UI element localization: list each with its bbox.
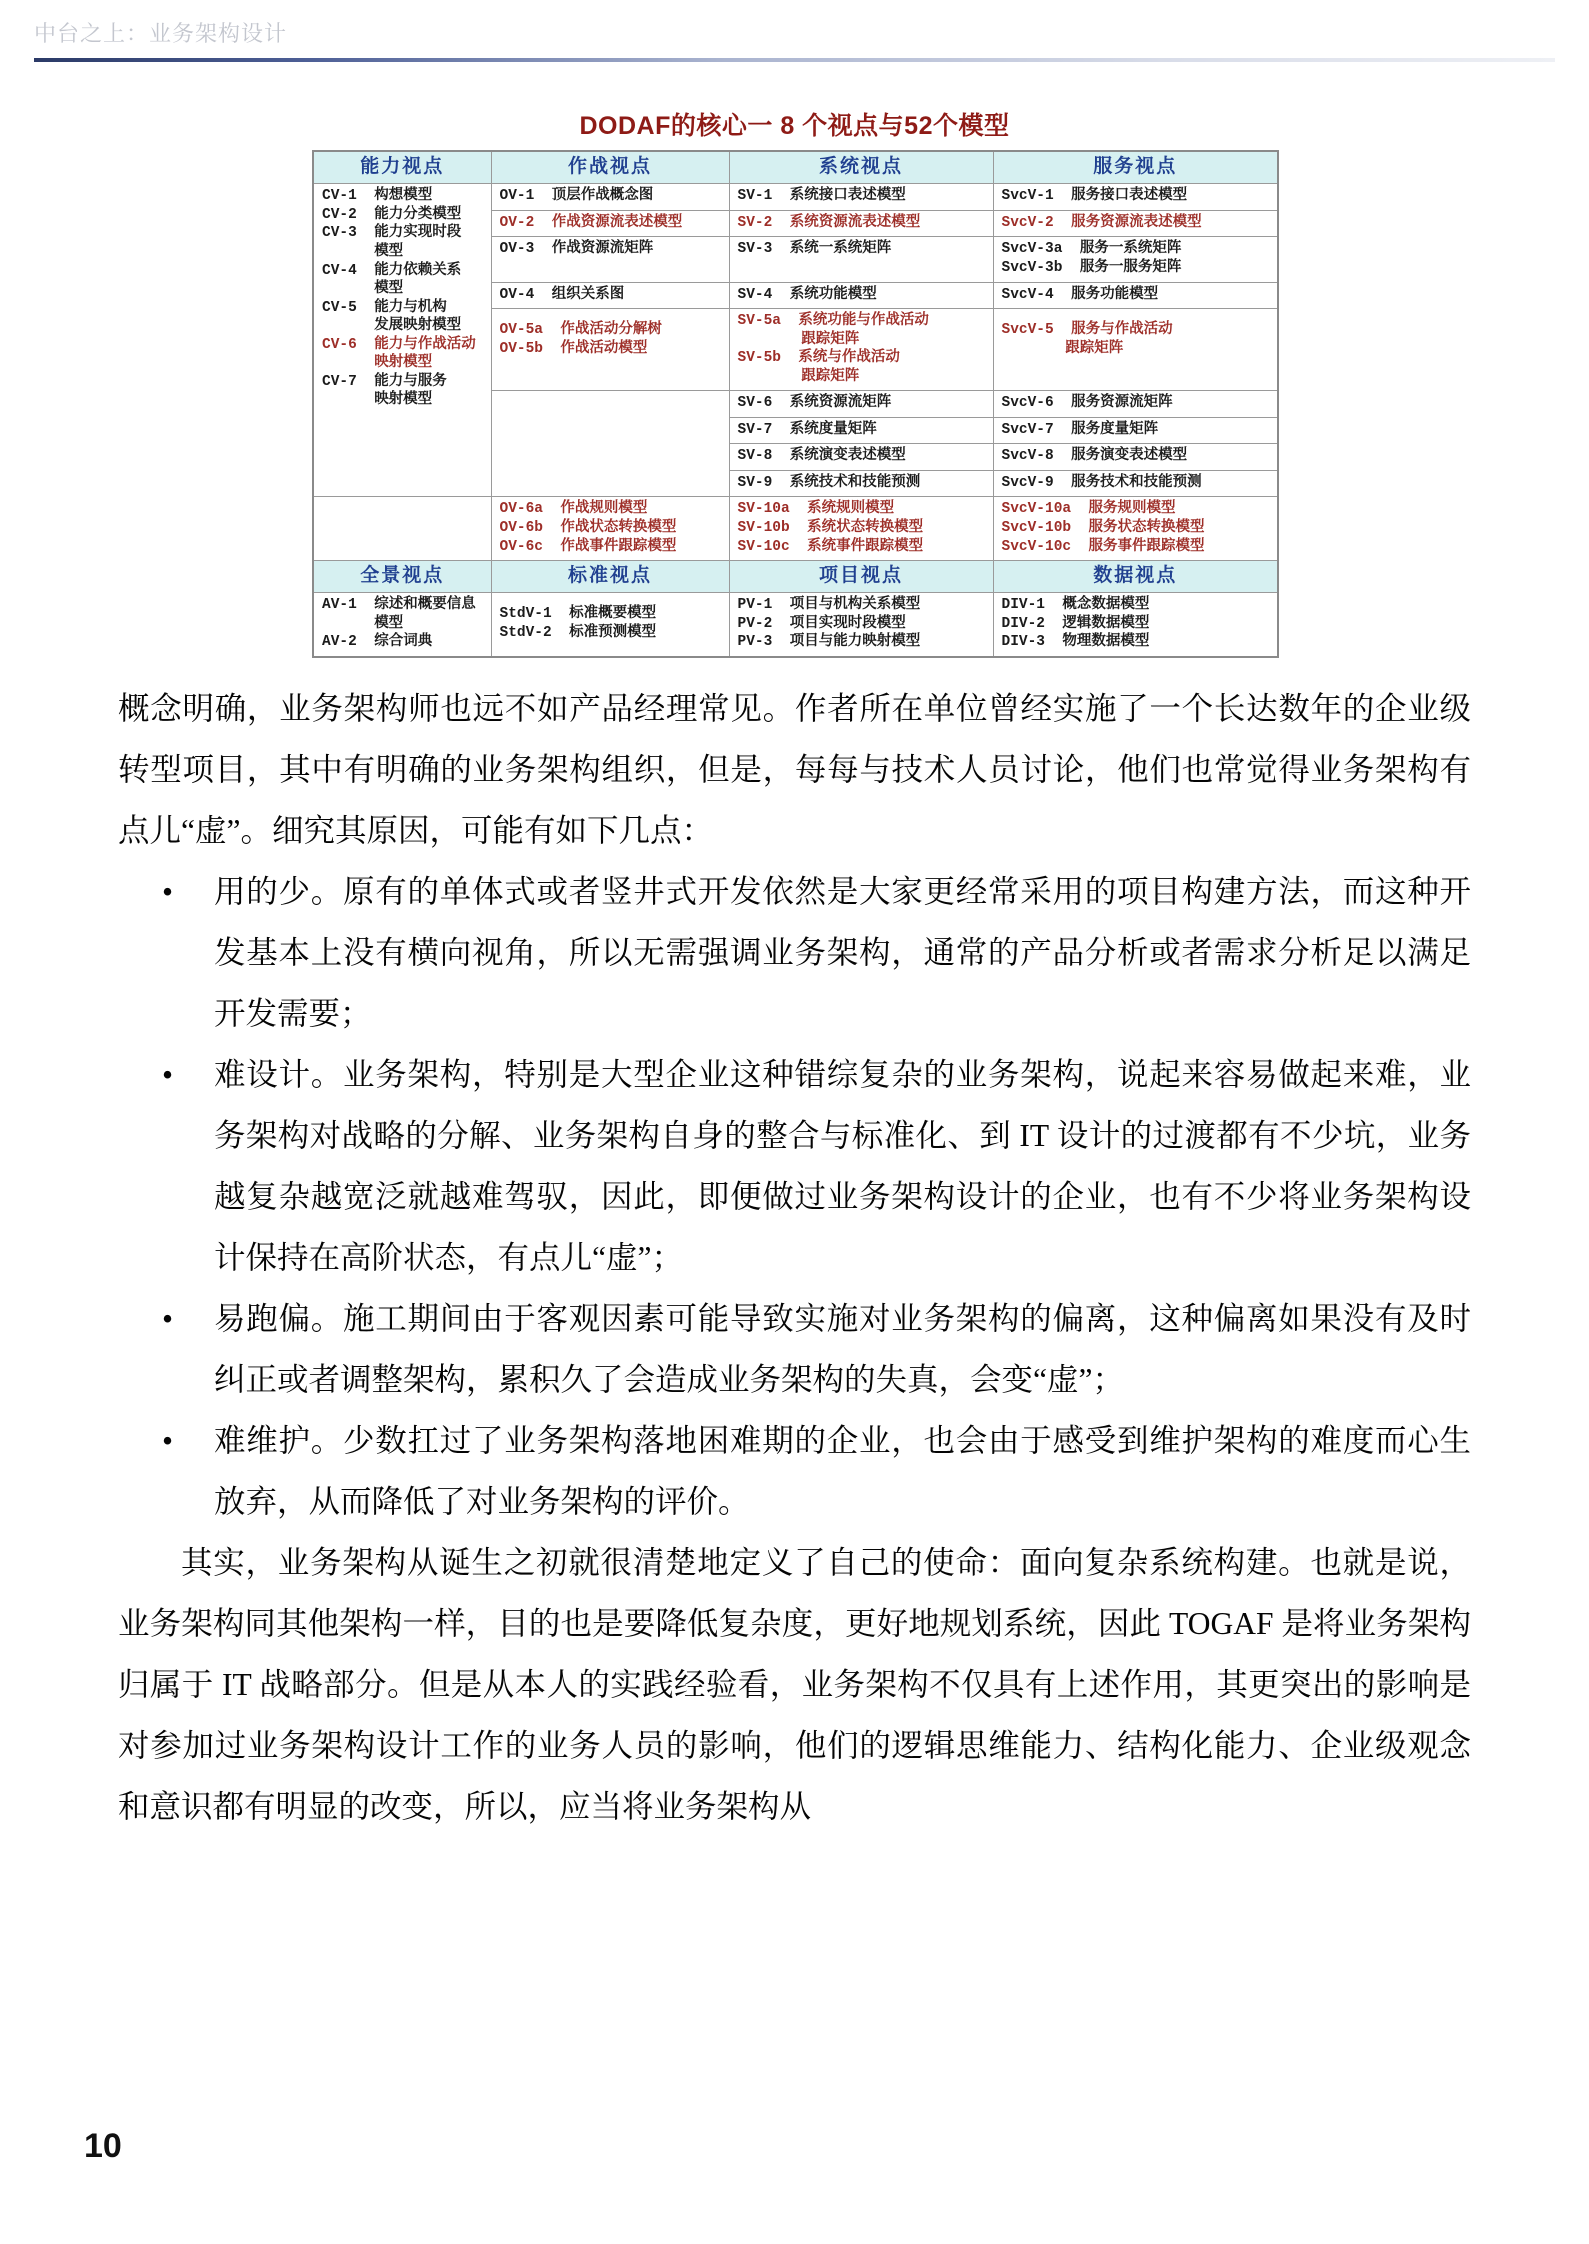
cell-svcv-6 xyxy=(994,391,1278,417)
bullet-icon: • xyxy=(162,1301,174,1337)
model-cv4-cont: 模型 xyxy=(374,281,404,298)
model-div3: DIV-3 物理数据模型 xyxy=(1001,634,1150,651)
cell-capability-view xyxy=(313,184,491,497)
body-text xyxy=(118,678,1471,1837)
cell-sv-6-9 xyxy=(729,391,993,497)
model-ov4: OV-4 组织关系图 xyxy=(499,286,625,303)
model-ov1: OV-1 顶层作战概念图 xyxy=(499,188,654,205)
model-svcv10a: SvcV-10a 服务规则模型 xyxy=(1001,501,1176,518)
model-ov5b: OV-5b 作战活动模型 xyxy=(499,340,648,357)
model-sv6: SV-6 系统资源流矩阵 xyxy=(737,395,892,412)
cell-ov-4 xyxy=(491,282,729,309)
paragraph-1: 概念明确，业务架构师也远不如产品经理常见。作者所在单位曾经实施了一个长达数年的企业级转型项目，其中有明确的业务架构组织，但是，每每与技术人员讨论，他们也常觉得业务架构有点儿“虚”。细究其原因，可能有如下几点： xyxy=(118,691,1471,849)
model-svcv2: SvcV-2 服务资源流表述模型 xyxy=(1001,214,1202,231)
cell-cv-blank xyxy=(313,497,491,561)
model-pv1: PV-1 项目与机构关系模型 xyxy=(737,597,921,614)
model-ov5a: OV-5a 作战活动分解树 xyxy=(499,322,662,339)
bullet-icon: • xyxy=(162,1423,174,1459)
spacer xyxy=(1002,312,1272,321)
model-av2: AV-2 综合词典 xyxy=(322,634,433,651)
cell-sv-9 xyxy=(730,470,993,496)
bullet-icon: • xyxy=(162,874,174,910)
model-sv5a: SV-5a 系统功能与作战活动 xyxy=(737,313,929,330)
list-item xyxy=(162,1410,1471,1532)
cell-data-view xyxy=(993,593,1278,657)
model-cv6-cont: 映射模型 xyxy=(374,355,433,372)
model-sv9: SV-9 系统技术和技能预测 xyxy=(737,474,921,491)
model-ov6b: OV-6b 作战状态转换模型 xyxy=(499,519,677,536)
model-cv3: CV-3 能力实现时段 xyxy=(322,225,462,242)
model-svcv10b: SvcV-10b 服务状态转换模型 xyxy=(1001,519,1205,536)
table-row xyxy=(313,184,1278,211)
cell-sv-5 xyxy=(729,309,993,391)
dodaf-figure xyxy=(118,100,1471,658)
model-sv1: SV-1 系统接口表述模型 xyxy=(737,188,906,205)
model-stdv2: StdV-2 标准预测模型 xyxy=(499,624,657,641)
cell-sv-1 xyxy=(729,184,993,211)
model-div2: DIV-2 逻辑数据模型 xyxy=(1001,615,1150,632)
cell-svcv-5 xyxy=(993,309,1278,391)
bullet-icon: • xyxy=(162,1057,174,1093)
dodaf-table xyxy=(312,150,1279,658)
model-sv4: SV-4 系统功能模型 xyxy=(737,286,877,303)
cell-svcv-4 xyxy=(993,282,1278,309)
cell-svcv-8 xyxy=(994,444,1278,471)
model-av1-cont: 模型 xyxy=(374,615,404,632)
page-number: 10 xyxy=(84,2127,122,2165)
header-system-view: 系统视点 xyxy=(729,151,993,184)
model-sv10b: SV-10b 系统状态转换模型 xyxy=(737,519,924,536)
model-svcv3a: SvcV-3a 服务一系统矩阵 xyxy=(1001,241,1182,258)
cell-sv-4 xyxy=(729,282,993,309)
model-svcv1: SvcV-1 服务接口表述模型 xyxy=(1001,188,1188,205)
cell-sv-3 xyxy=(729,237,993,282)
cell-svcv-2 xyxy=(993,210,1278,237)
model-sv5b: SV-5b 系统与作战活动 xyxy=(737,350,900,367)
model-av1: AV-1 综述和概要信息 xyxy=(322,597,476,614)
list-item-text: 难设计。业务架构，特别是大型企业这种错综复杂的业务架构，说起来容易做起来难，业务架构对战略的分解、业务架构自身的整合与标准化、到 IT 设计的过渡都有不少坑，业务越复杂越宽泛就越难驾驭，因此，即便做过业务架构设计的企业，也有不少将业务架构设计保持在高阶状态，有点儿“虚”； xyxy=(214,1057,1471,1276)
cell-sv-10 xyxy=(729,497,993,561)
header-all-view: 全景视点 xyxy=(313,561,491,593)
cell-ov-6 xyxy=(491,497,729,561)
model-cv1: CV-1 构想模型 xyxy=(322,188,433,205)
list-item-text: 易跑偏。施工期间由于客观因素可能导致实施对业务架构的偏离，这种偏离如果没有及时纠正或者调整架构，累积久了会造成业务架构的失真，会变“虚”； xyxy=(214,1301,1471,1398)
model-cv7: CV-7 能力与服务 xyxy=(322,373,447,390)
model-svcv3b: SvcV-3b 服务一服务矩阵 xyxy=(1001,259,1182,276)
model-cv4: CV-4 能力依赖关系 xyxy=(322,262,462,279)
header-standards-view: 标准视点 xyxy=(491,561,729,593)
cell-sv-8 xyxy=(730,444,993,471)
cell-ov-3 xyxy=(491,237,729,282)
model-svcv10c: SvcV-10c 服务事件跟踪模型 xyxy=(1001,538,1205,555)
model-sv5a-cont: 跟踪矩阵 xyxy=(801,331,860,348)
model-ov2: OV-2 作战资源流表述模型 xyxy=(499,214,683,231)
model-svcv5: SvcV-5 服务与作战活动 xyxy=(1001,322,1173,339)
model-svcv4: SvcV-4 服务功能模型 xyxy=(1001,286,1159,303)
model-svcv5-cont: 跟踪矩阵 xyxy=(1065,340,1124,357)
model-sv3: SV-3 系统一系统矩阵 xyxy=(737,241,892,258)
table-row xyxy=(313,593,1278,657)
model-cv5-cont: 发展映射模型 xyxy=(374,318,462,335)
list-item-text: 用的少。原有的单体式或者竖井式开发依然是大家更经常采用的项目构建方法，而这种开发基本上没有横向视角，所以无需强调业务架构，通常的产品分析或者需求分析足以满足开发需要； xyxy=(214,874,1471,1032)
cell-standards-view xyxy=(491,593,729,657)
cell-svcv-9 xyxy=(994,470,1278,496)
model-sv8: SV-8 系统演变表述模型 xyxy=(737,448,906,465)
model-sv2: SV-2 系统资源流表述模型 xyxy=(737,214,921,231)
model-div1: DIV-1 概念数据模型 xyxy=(1001,597,1150,614)
cell-svcv-3 xyxy=(993,237,1278,282)
cell-sv-7 xyxy=(730,417,993,444)
cell-svcv-10 xyxy=(993,497,1278,561)
model-sv10c: SV-10c 系统事件跟踪模型 xyxy=(737,538,924,555)
model-stdv1: StdV-1 标准概要模型 xyxy=(499,606,657,623)
cell-all-view xyxy=(313,593,491,657)
page-content xyxy=(118,100,1471,1837)
model-ov6c: OV-6c 作战事件跟踪模型 xyxy=(499,538,677,555)
model-cv6: CV-6 能力与作战活动 xyxy=(322,336,476,353)
page-header xyxy=(0,0,1589,62)
model-ov6a: OV-6a 作战规则模型 xyxy=(499,501,648,518)
header-capability-view: 能力视点 xyxy=(313,151,491,184)
header-service-view: 服务视点 xyxy=(993,151,1278,184)
model-cv3-cont: 模型 xyxy=(374,243,404,260)
model-svcv6: SvcV-6 服务资源流矩阵 xyxy=(1001,395,1173,412)
cell-ov-1 xyxy=(491,184,729,211)
model-cv7-cont: 映射模型 xyxy=(374,392,433,409)
cell-svcv-7 xyxy=(994,417,1278,444)
figure-title: DODAF的核心一 8 个视点与52个模型 xyxy=(579,112,1010,140)
cell-ov-5 xyxy=(491,309,729,391)
cell-sv-2 xyxy=(729,210,993,237)
running-head-title: 中台之上：业务架构设计 xyxy=(34,21,288,46)
spacer xyxy=(500,312,723,321)
model-cv2: CV-2 能力分类模型 xyxy=(322,206,462,223)
table-header-row-top xyxy=(313,151,1278,184)
model-svcv7: SvcV-7 服务度量矩阵 xyxy=(1001,421,1159,438)
model-pv3: PV-3 项目与能力映射模型 xyxy=(737,634,921,651)
cell-project-view xyxy=(729,593,993,657)
spacer xyxy=(500,596,723,605)
list-item-text: 难维护。少数扛过了业务架构落地困难期的企业，也会由于感受到维护架构的难度而心生放弃，从而降低了对业务架构的评价。 xyxy=(214,1423,1471,1520)
list-item xyxy=(162,1044,1471,1288)
header-project-view: 项目视点 xyxy=(729,561,993,593)
table-header-row-bottom xyxy=(313,561,1278,593)
cell-svcv-1 xyxy=(993,184,1278,211)
model-sv5b-cont: 跟踪矩阵 xyxy=(801,368,860,385)
model-sv7: SV-7 系统度量矩阵 xyxy=(737,421,877,438)
list-item xyxy=(162,1288,1471,1410)
cell-svcv-6-9 xyxy=(993,391,1278,497)
model-ov3: OV-3 作战资源流矩阵 xyxy=(499,241,654,258)
model-sv10a: SV-10a 系统规则模型 xyxy=(737,501,895,518)
cell-ov-blank xyxy=(491,391,729,497)
cell-ov-2 xyxy=(491,210,729,237)
reasons-list xyxy=(118,861,1471,1532)
model-pv2: PV-2 项目实现时段模型 xyxy=(737,615,906,632)
table-row xyxy=(313,497,1278,561)
header-rule xyxy=(34,58,1555,62)
header-data-view: 数据视点 xyxy=(993,561,1278,593)
list-item xyxy=(162,861,1471,1044)
model-svcv9: SvcV-9 服务技术和技能预测 xyxy=(1001,474,1202,491)
model-cv5: CV-5 能力与机构 xyxy=(322,299,447,316)
model-svcv8: SvcV-8 服务演变表述模型 xyxy=(1001,448,1188,465)
paragraph-2: 其实，业务架构从诞生之初就很清楚地定义了自己的使命：面向复杂系统构建。也就是说，业务架构同其他架构一样，目的也是要降低复杂度，更好地规划系统，因此 TOGAF 是将业务架构归属于 IT 战略部分。但是从本人的实践经验看，业务架构不仅具有上述作用，其更突出的影响是对参加过业务架构设计工作的业务人员的影响，他们的逻辑思维能力、结构化能力、企业级观念和意识都有明显的改变，所以，应当将业务架构从 xyxy=(118,1545,1471,1825)
header-operational-view: 作战视点 xyxy=(491,151,729,184)
cell-sv-6 xyxy=(730,391,993,417)
